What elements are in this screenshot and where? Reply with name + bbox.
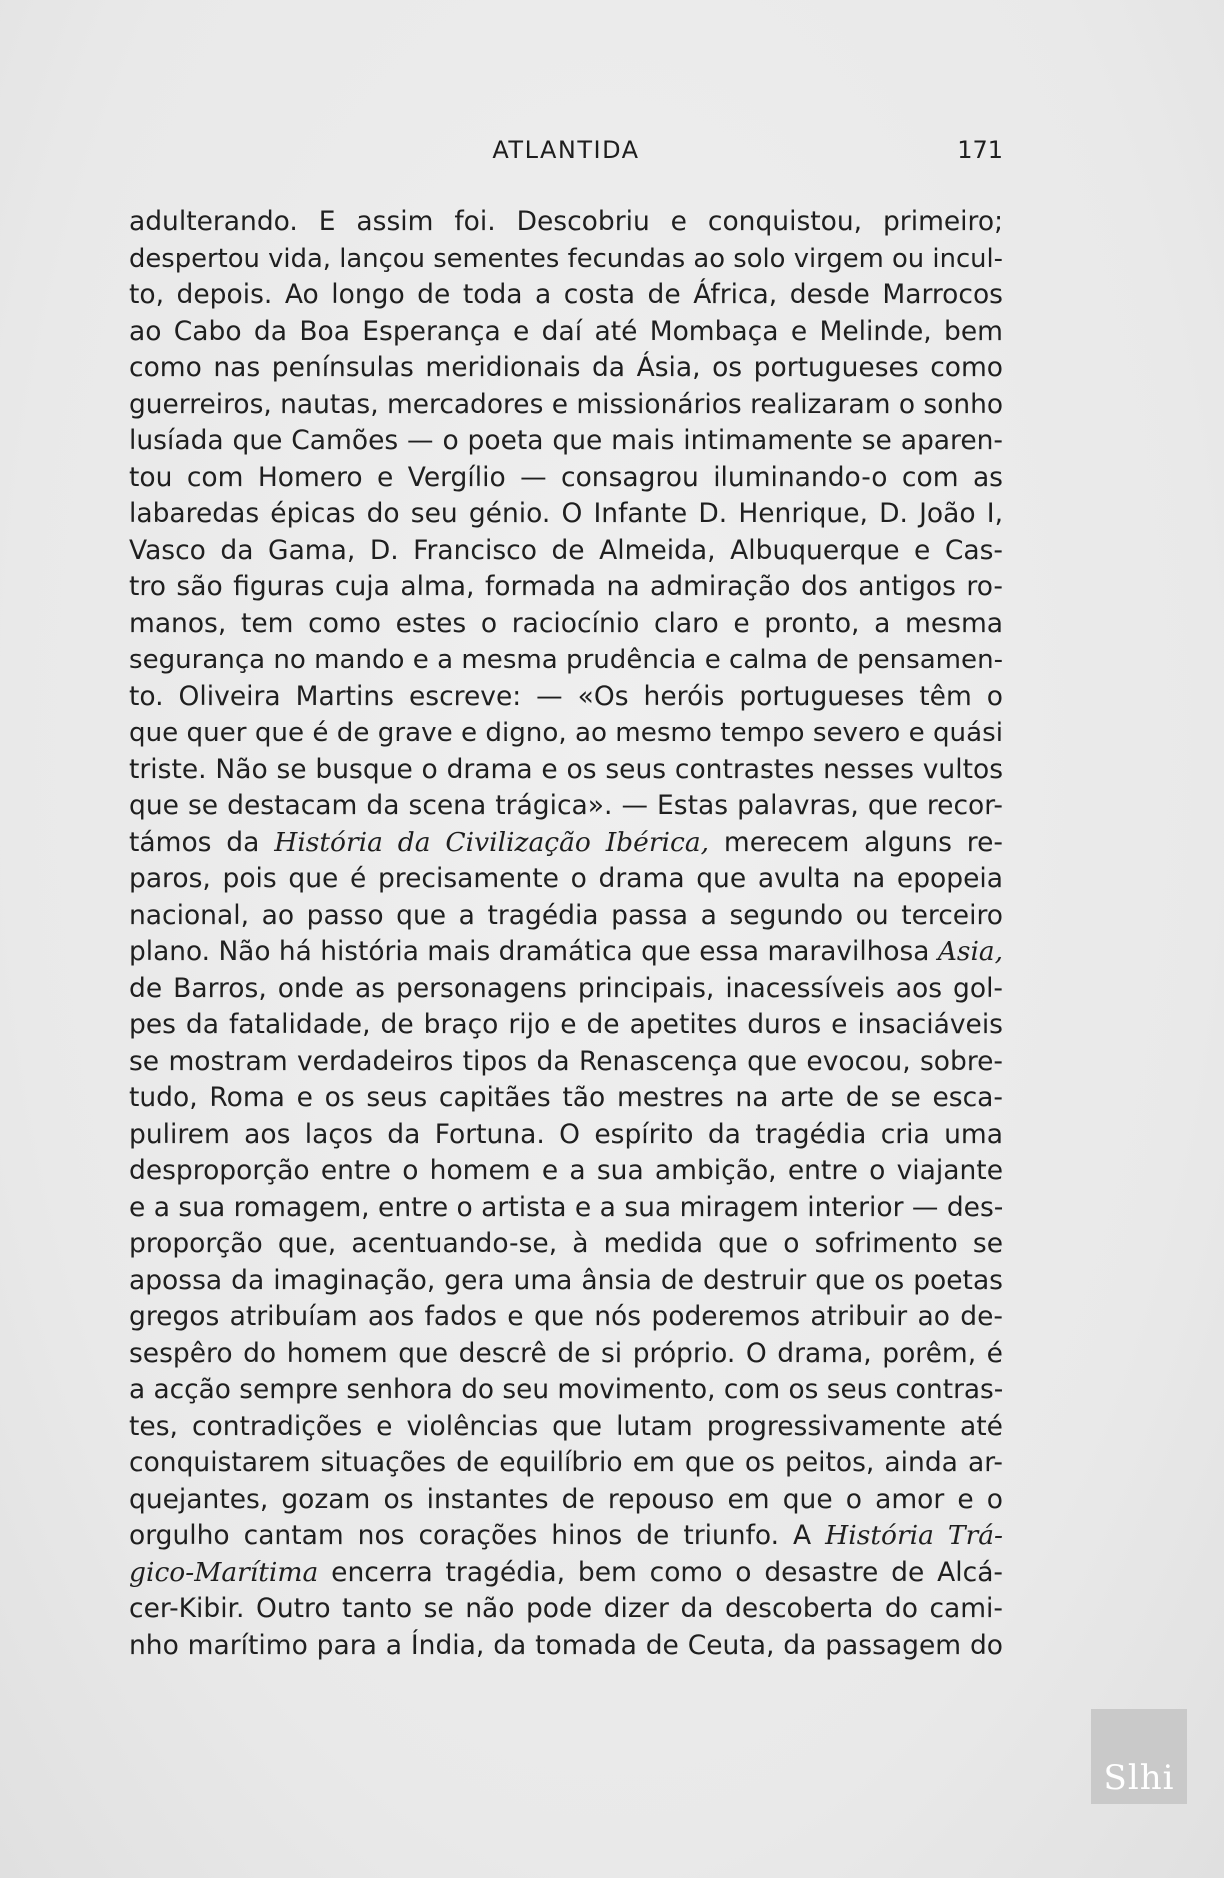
text-line: guerreiros, nautas, mercadores e missionários realizaram o sonho <box>129 388 1004 420</box>
text-line: ao Cabo da Boa Esperança e daí até Mombaça e Melinde, bem <box>129 315 1003 347</box>
text-line <box>129 825 1003 862</box>
page-number: 171 <box>957 136 1003 164</box>
text-line: segurança no mando e a mesma prudência e calma de pensamen- <box>129 645 1003 675</box>
text-line: pulirem aos laços da Fortuna. O espírito da tragédia cria uma <box>129 1118 1003 1150</box>
text-line: como nas penínsulas meridionais da Ásia, os portugueses como <box>129 352 1003 383</box>
text-run: plano. Não há história mais dramática que essa maravilhosa <box>129 937 938 967</box>
text-run: encerra tragédia, bem como o desastre de Alcá- <box>318 1556 1003 1588</box>
text-line <box>129 1518 1003 1555</box>
text-line: to. Oliveira Martins escreve: — «Os heróis portugueses têm o <box>129 680 1003 712</box>
italic-title: História da Civilização Ibérica, <box>274 826 710 858</box>
running-title: ATLANTIDA <box>492 136 640 164</box>
text-line: quejantes, gozam os instantes de repouso em que o amor e o <box>129 1483 1003 1515</box>
body-text <box>129 204 1003 1664</box>
text-line: lusíada que Camões — o poeta que mais intimamente se aparen- <box>129 425 1003 456</box>
text-line: pes da fatalidade, de braço rijo e de apetites duros e insaciáveis <box>129 1009 1003 1040</box>
text-line: se mostram verdadeiros tipos da Renascença que evocou, sobre- <box>129 1045 1003 1077</box>
text-line: conquistarem situações de equilíbrio em que os peitos, ainda ar- <box>129 1447 1003 1478</box>
text-line: sespêro do homem que descrê de si próprio. O drama, porêm, é <box>129 1337 1003 1369</box>
text-line: gregos atribuíam aos fados e que nós poderemos atribuir ao de- <box>129 1301 1003 1332</box>
text-line: manos, tem como estes o raciocínio claro e pronto, a mesma <box>129 607 1003 639</box>
text-run: merecem alguns re- <box>709 826 1003 858</box>
text-line: que quer que é de grave e digno, ao mesmo tempo severo e quási <box>129 718 1003 748</box>
text-line: tudo, Roma e os seus capitães tão mestres na arte de se esca- <box>129 1082 1003 1113</box>
text-line: triste. Não se busque o drama e os seus contrastes nesses vultos <box>129 753 1003 785</box>
text-line: e a sua romagem, entre o artista e a sua miragem interior — des- <box>129 1191 1004 1223</box>
text-line: apossa da imaginação, gera uma ânsia de destruir que os poetas <box>129 1264 1003 1296</box>
page-header <box>129 136 1003 172</box>
library-stamp-text: Slhi <box>1103 1758 1175 1798</box>
text-line: to, depois. Ao longo de toda a costa de África, desde Marrocos <box>129 279 1003 310</box>
italic-title: gico-Marítima <box>129 1556 319 1588</box>
text-line: tes, contradições e violências que lutam progressivamente até <box>129 1410 1003 1442</box>
text-line: de Barros, onde as personagens principais, inacessíveis aos gol- <box>129 972 1003 1004</box>
text-line: que se destacam da scena trágica». — Estas palavras, que recor- <box>129 790 1003 821</box>
italic-title: História Trá- <box>825 1520 1003 1551</box>
text-line: labaredas épicas do seu génio. O Infante D. Henrique, D. João I, <box>129 498 1003 529</box>
text-line: nacional, ao passo que a tragédia passa a segundo ou terceiro <box>129 899 1003 931</box>
text-run: támos da <box>129 826 275 858</box>
text-line: adulterando. E assim foi. Descobriu e conquistou, primeiro; <box>129 206 1003 237</box>
text-line: a acção sempre senhora do seu movimento, com os seus contras- <box>129 1375 1004 1405</box>
library-stamp <box>1091 1709 1187 1804</box>
text-line <box>129 1555 1003 1592</box>
text-run: orgulho cantam nos corações hinos de triunfo. A <box>129 1520 826 1551</box>
text-line <box>129 934 1003 971</box>
text-line: tro são figuras cuja alma, formada na admiração dos antigos ro- <box>129 571 1003 602</box>
text-line: nho marítimo para a Índia, da tomada de Ceuta, da passagem do <box>129 1629 1003 1661</box>
text-line: Vasco da Gama, D. Francisco de Almeida, Albuquerque e Cas- <box>129 534 1003 566</box>
text-line: despertou vida, lançou sementes fecundas ao solo virgem ou incul- <box>129 243 1003 274</box>
text-line: tou com Homero e Vergílio — consagrou iluminando-o com as <box>129 461 1003 493</box>
text-line: cer-Kibir. Outro tanto se não pode dizer da descoberta do cami- <box>129 1593 1003 1624</box>
text-line: proporção que, acentuando-se, à medida que o sofrimento se <box>129 1228 1003 1259</box>
italic-title: Asia, <box>937 937 1003 967</box>
text-line: paros, pois que é precisamente o drama que avulta na epopeia <box>129 863 1003 894</box>
text-line: desproporção entre o homem e a sua ambição, entre o viajante <box>129 1155 1003 1186</box>
